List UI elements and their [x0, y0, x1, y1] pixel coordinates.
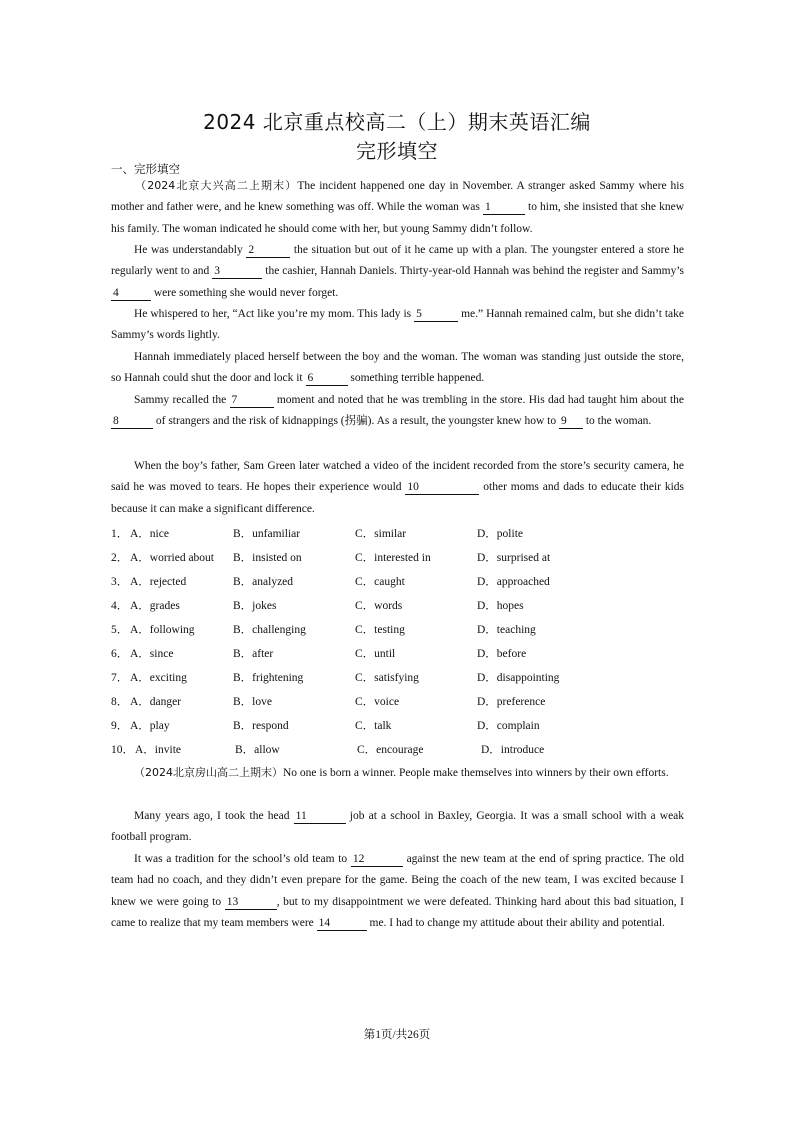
option-row: 5． A．following B．challenging C．testing D．teaching: [111, 621, 711, 645]
option-d: D．disappointing: [477, 672, 560, 684]
blank-13: 13: [225, 896, 277, 910]
option-b: B．analyzed: [233, 576, 294, 588]
option-a: A．grades: [130, 600, 180, 612]
option-c: C．interested in: [355, 552, 431, 564]
option-a: A．danger: [130, 696, 182, 708]
option-b: B．insisted on: [233, 552, 302, 564]
passage1-paragraph4: Hannah immediately placed herself between the boy and the woman. The woman was standing just outside the store, so Hannah could shut the door and lock it 6 something terrible happened.: [111, 351, 684, 385]
option-row: 10． A．invite B．allow C．encourage D．introduce: [111, 741, 711, 765]
document-title: 2024 北京重点校高二（上）期末英语汇编: [203, 110, 591, 134]
passage1-paragraph3: He whispered to her, “Act like you’re my mom. This lady is 5 me.” Hannah remained calm, but she didn’t take Sammy’s words lightly.: [111, 308, 685, 342]
option-a: A．following: [130, 624, 195, 636]
blank-2: 2: [246, 244, 290, 258]
option-row: 8． A．danger B．love C．voice D．preference: [111, 693, 711, 717]
passage1-paragraph1: （2024北京大兴高二上期末）The incident happened one day in November. A stranger asked Sammy where his mother and father were, and he knew something was off. While the woman was 1 to him, she insisted that she knew his family. The woman indicated he should come with her, but young Sammy didn’t follow.: [111, 179, 685, 235]
option-c: C．satisfying: [355, 672, 419, 684]
option-a: A．since: [130, 648, 174, 660]
option-b: B．allow: [235, 744, 280, 756]
option-d: D．introduce: [481, 744, 545, 756]
document-subtitle: 完形填空: [356, 139, 438, 163]
option-d: D．polite: [477, 528, 523, 540]
option-b: B．after: [233, 648, 274, 660]
option-d: D．preference: [477, 696, 546, 708]
option-row: 9． A．play B．respond C．talk D．complain: [111, 717, 711, 741]
option-c: C．words: [355, 600, 403, 612]
option-row: 1． A．nice B．unfamiliar C．similar D．polite: [111, 525, 711, 549]
option-c: C．voice: [355, 696, 400, 708]
passage2-paragraph2: Many years ago, I took the head 11 job at a school in Baxley, Georgia. It was a small school with a weak football program.: [111, 810, 685, 844]
option-a: A．exciting: [130, 672, 187, 684]
option-c: C．encourage: [357, 744, 424, 756]
option-b: B．love: [233, 696, 272, 708]
option-c: C．testing: [355, 624, 405, 636]
option-c: C．talk: [355, 720, 392, 732]
blank-7: 7: [230, 394, 274, 408]
section-heading: 一、完形填空: [111, 162, 180, 176]
blank-5: 5: [414, 308, 458, 322]
option-d: D．before: [477, 648, 527, 660]
option-d: D．surprised at: [477, 552, 551, 564]
option-b: B．challenging: [233, 624, 306, 636]
blank-1: 1: [483, 201, 525, 215]
option-b: B．frightening: [233, 672, 304, 684]
option-d: D．complain: [477, 720, 540, 732]
blank-6: 6: [306, 372, 348, 386]
passage1-paragraph2: He was understandably 2 the situation but out of it he came up with a plan. The youngster entered a store he regularly went to and 3 the cashier, Hannah Daniels. Thirty-year-old Hannah was behind the register and Sammy’s 4 were something she would never forget.: [111, 244, 685, 299]
option-row: 6． A．since B．after C．until D．before: [111, 645, 711, 669]
option-a: A．worried about: [130, 552, 214, 564]
passage1-source: （2024北京大兴高二上期末）: [134, 179, 298, 192]
option-b: B．unfamiliar: [233, 528, 301, 540]
option-d: D．teaching: [477, 624, 536, 636]
option-b: B．jokes: [233, 600, 277, 612]
blank-3: 3: [212, 265, 262, 279]
option-b: B．respond: [233, 720, 289, 732]
option-c: C．until: [355, 648, 396, 660]
option-a: A．play: [130, 720, 170, 732]
blank-11: 11: [294, 810, 346, 824]
blank-8: 8: [111, 415, 153, 429]
option-row: 2． A．worried about B．insisted on C．interested in D．surprised at: [111, 549, 711, 573]
option-a: A．nice: [130, 528, 169, 540]
page-number: 第1页/共26页: [363, 1029, 431, 1041]
option-c: C．caught: [355, 576, 405, 588]
option-a: A．rejected: [130, 576, 187, 588]
blank-12: 12: [351, 853, 403, 867]
option-row: 3． A．rejected B．analyzed C．caught D．approached: [111, 573, 711, 597]
passage2-source: （2024北京房山高二上期末）: [134, 766, 283, 779]
passage2-paragraph1: （2024北京房山高二上期末）No one is born a winner. People make themselves into winners by their own efforts.: [134, 766, 669, 779]
blank-10: 10: [405, 481, 479, 495]
blank-14: 14: [317, 917, 367, 931]
option-d: D．hopes: [477, 600, 524, 612]
option-c: C．similar: [355, 528, 407, 540]
blank-9: 9: [559, 415, 583, 429]
option-d: D．approached: [477, 576, 550, 588]
blank-4: 4: [111, 287, 151, 301]
passage1-paragraph5: Sammy recalled the 7 moment and noted that he was trembling in the store. His dad had taught him about the 8 of strangers and the risk of kidnappings (拐骗). As a result, the youngster knew how to 9 to the woman.: [113, 394, 684, 428]
option-row: 4． A．grades B．jokes C．words D．hopes: [111, 597, 711, 621]
passage1-paragraph6: When the boy’s father, Sam Green later watched a video of the incident recorded from the store’s security camera, he said he was moved to tears. He hopes their experience would 10 other moms and dads to educate their kids because it can make a significant difference.: [111, 460, 685, 515]
option-row: 7． A．exciting B．frightening C．satisfying D．disappointing: [111, 669, 711, 693]
option-a: A．invite: [135, 744, 181, 756]
passage2-paragraph3: It was a tradition for the school’s old team to 12 against the new team at the end of spring practice. The old team had no coach, and they didn’t even prepare for the game. Being the coach of the new team, I was excited because I knew we were going to 13 , but to my disappointment we were defeated. Thinking hard about this bad situation, I came to realize that my team members were 14 me. I had to change my attitude about their ability and potential.: [111, 853, 685, 929]
